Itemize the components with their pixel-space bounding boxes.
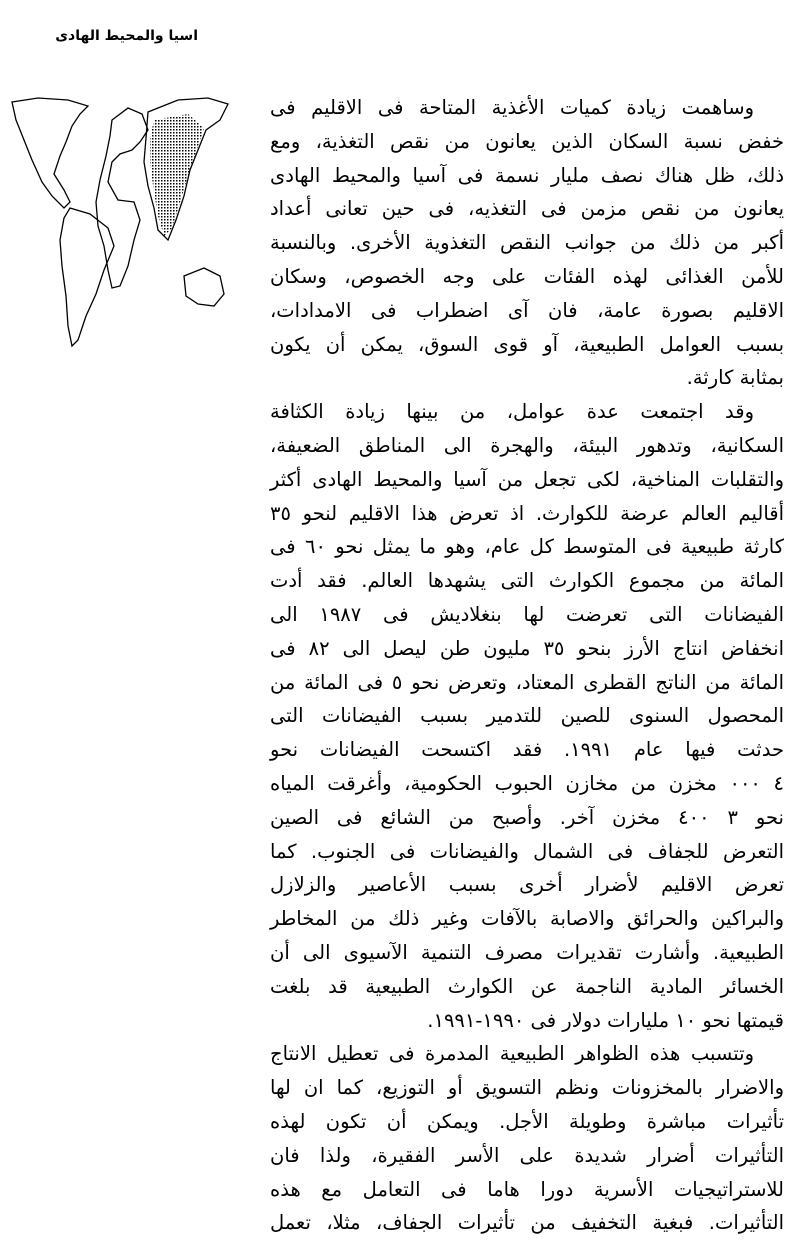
text-line: والاضرار بالمخزونات ونظم التسويق أو التوزيع، كما ان لها	[270, 1076, 784, 1100]
text-line: المائة من الناتج القطرى المعتاد، وتعرض نحو ٥ فى المائة من	[270, 670, 785, 694]
north-america-outline	[12, 98, 88, 208]
text-line: أكبر من ذلك من جوانب النقص التغذوية الأخرى. وبالنسبة	[270, 231, 784, 255]
europe-africa-outline	[96, 108, 148, 288]
text-line: والتقلبات المناخية، لكى تجعل من آسيا والمحيط الهادى أكثر	[270, 467, 784, 491]
text-line: أقاليم العالم عرضة للكوارث. اذ تعرض هذا الاقليم لنحو ٣٥	[270, 501, 784, 525]
text-line: حدثت فيها عام ١٩٩١. فقد اكتسحت الفيضانات نحو	[270, 738, 784, 762]
text-line: الفيضانات التى تعرضت لها بنغلاديش فى ١٩٨٧ الى	[270, 602, 784, 626]
south-america-outline	[60, 208, 114, 346]
text-line: الخسائر المادية الناجمة عن الكوارث الطبيعية قد بلغت	[270, 974, 784, 998]
text-line: خفض نسبة السكان الذين يعانون من نقص التغذية، ومع	[270, 129, 784, 153]
article-body	[270, 91, 784, 1240]
world-map-icon	[8, 90, 230, 352]
text-line: المائة من مجموع الكوارث التى يشهدها العالم. فقد أدت	[270, 569, 784, 593]
text-line: بسبب العوامل الطبيعية، آو قوى السوق، يمكن أن يكون	[270, 332, 784, 356]
text-line: يعانون من نقص مزمن فى التغذيه، فى حين تعانى أعداد	[270, 197, 784, 221]
text-line: وقد اجتمعت عدة عوامل، من بينها زيادة الكثافة	[270, 400, 754, 424]
text-line: للاستراتيجيات الأسرية دورا هاما فى التعامل مع هذه	[270, 1177, 784, 1201]
text-line: تأثيرات مباشرة وطويلة الأجل. ويمكن أن تكون لهذه	[270, 1109, 784, 1133]
text-line: التأثيرات. فبغية التخفيف من تأثيرات الجفاف، مثلا، تعمل	[270, 1211, 784, 1235]
text-line: وتتسبب هذه الظواهر الطبيعية المدمرة فى تعطيل الانتاج	[270, 1042, 754, 1066]
text-line: قيمتها نحو ١٠ مليارات دولار فى ١٩٩٠-١٩٩١.	[427, 1008, 784, 1032]
text-line: المحصول السنوى للصين للتدمير بسبب الفيضانات التى	[270, 704, 784, 728]
text-line: الاقليم بصورة عامة، فان آى اضطراب فى الامدادات،	[270, 298, 784, 322]
paragraph-1	[270, 91, 784, 395]
paragraph-3	[270, 1037, 784, 1240]
text-line: للأمن الغذائى لهذه الفئات على وجه الخصوص، وسكان	[270, 264, 784, 288]
text-line: كارثة طبيعية فى المتوسط كل عام، وهو ما يمثل نحو ٦٠ فى	[270, 535, 784, 559]
text-line: الطبيعية. وأشارت تقديرات مصرف التنمية الآسيوى الى أن	[270, 940, 784, 964]
text-line: بمثابة كارثة.	[686, 366, 784, 390]
text-line: التعرض للجفاف فى الشمال والفيضانات فى الجنوب. كما	[270, 839, 784, 863]
text-line: التأثيرات أضرار شديدة على الأسر الفقيرة، ولذا فان	[270, 1143, 784, 1167]
text-line: والبراكين والحرائق والاصابة بالآفات وغير ذلك من المخاطر	[270, 907, 784, 931]
australia-outline	[184, 268, 224, 306]
text-line: وساهمت زيادة كميات الأغذية المتاحة فى الاقليم فى	[270, 96, 754, 119]
text-line: ذلك، ظل هناك نصف مليار نسمة فى آسيا والمحيط الهادى	[270, 163, 784, 187]
text-line: السكانية، وتدهور البيئة، والهجرة الى المناطق الضعيفة،	[270, 433, 784, 457]
running-header: اسيا والمحيط الهادى	[55, 28, 198, 44]
text-line: تعرض الاقليم لأضرار أخرى بسبب الأعاصير والزلازل	[270, 873, 784, 897]
text-line: نحو ٣ ٤٠٠ مخزن آخر. وأصبح من الشائع فى الصين	[270, 805, 784, 829]
paragraph-2	[270, 395, 784, 1037]
text-line: انخفاض انتاج الأرز بنحو ٣٥ مليون طن ليصل الى ٨٢ فى	[270, 636, 784, 660]
text-line: ٤ ٠٠٠ مخزن من مخازن الحبوب الحكومية، وأغرقت المياه	[270, 771, 784, 795]
